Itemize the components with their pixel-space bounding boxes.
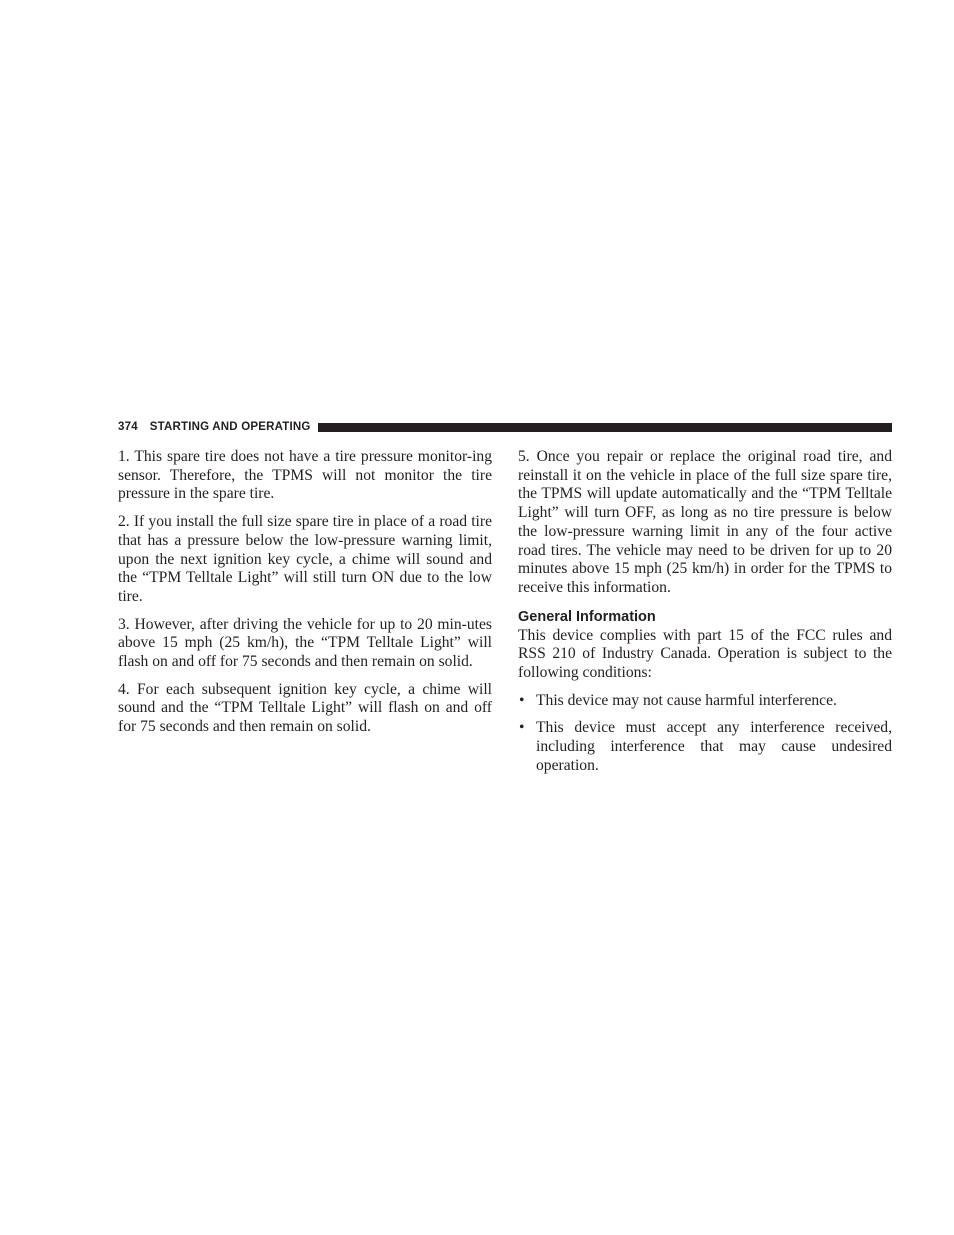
- general-information-heading: General Information: [518, 608, 656, 625]
- page-number: 374: [118, 421, 138, 433]
- paragraph-2: 2. If you install the full size spare tire in place of a road tire that has a pressure below the low-pressure warning limit, upon the next ignition key cycle, a chime will sound and the “TPM Telltale Light” will still turn ON due to the low tire.: [118, 513, 492, 605]
- right-column: [518, 448, 892, 785]
- bullet-icon: •: [519, 719, 525, 737]
- list-item-text: This device must accept any interference received, including interference that may cause undesired operation.: [536, 719, 892, 774]
- paragraph-4: 4. For each subsequent ignition key cycle, a chime will sound and the “TPM Telltale Light” will flash on and off for 75 seconds and then remain on solid.: [118, 680, 492, 736]
- paragraph-5: 5. Once you repair or replace the original road tire, and reinstall it on the vehicle in place of the full size spare tire, the TPMS will update automatically and the “TPM Telltale Light” will turn OFF, as long as no tire pressure is below the low-pressure warning limit in any of the four active road tires. The vehicle may need to be driven for up to 20 minutes above 15 mph (25 km/h) in order for the TPMS to receive this information.: [518, 448, 892, 596]
- list-item: [518, 719, 892, 775]
- left-column: [118, 448, 492, 746]
- list-item: [518, 692, 892, 711]
- section-title: STARTING AND OPERATING: [149, 421, 311, 433]
- fcc-intro-paragraph: This device complies with part 15 of the FCC rules and RSS 210 of Industry Canada. Operation is subject to the following conditions:: [518, 626, 892, 682]
- conditions-list: [518, 692, 892, 776]
- running-header: [118, 420, 892, 434]
- header-rule: [318, 423, 892, 432]
- paragraph-1: 1. This spare tire does not have a tire pressure monitor-ing sensor. Therefore, the TPMS will not monitor the tire pressure in the spare tire.: [118, 448, 492, 503]
- bullet-icon: •: [519, 691, 525, 709]
- list-item-text: This device may not cause harmful interference.: [536, 691, 837, 709]
- paragraph-3: 3. However, after driving the vehicle for up to 20 min-utes above 15 mph (25 km/h), the “TPM Telltale Light” will flash on and off for 75 seconds and then remain on solid.: [118, 615, 492, 671]
